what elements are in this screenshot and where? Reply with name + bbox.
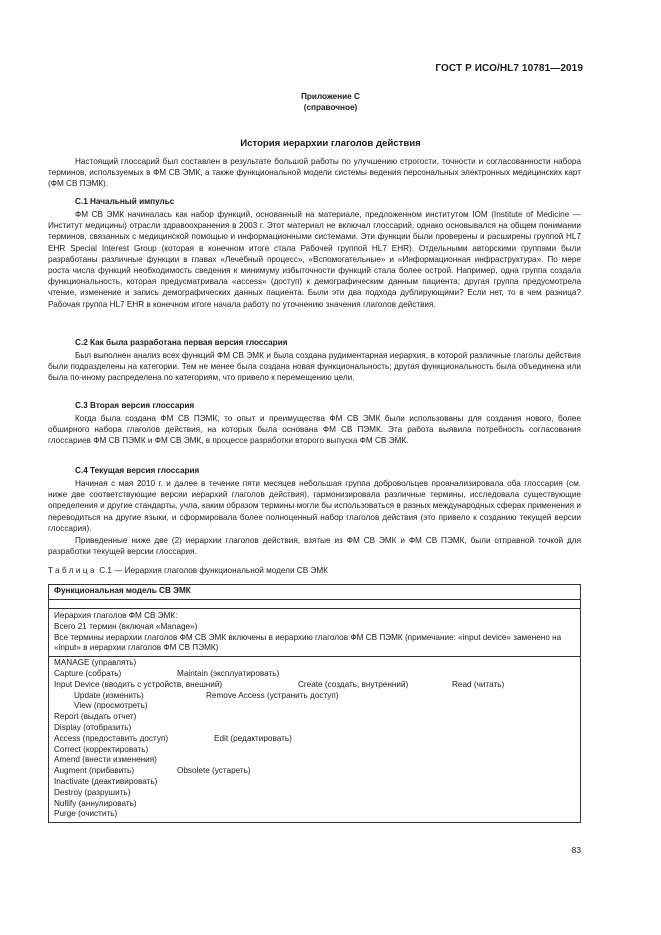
table-info-line: Иерархия глаголов ФМ СВ ЭМК: bbox=[54, 611, 178, 620]
verb-term: Create (создать, внутренний) bbox=[298, 679, 409, 689]
verb-line bbox=[54, 809, 575, 820]
verb-term: View (просмотреть) bbox=[74, 701, 148, 711]
verb-term: Destroy (разрушить) bbox=[54, 787, 131, 797]
table-verbs-row bbox=[49, 657, 580, 822]
verb-term: Nullify (аннулировать) bbox=[54, 798, 137, 808]
verb-line bbox=[54, 691, 575, 702]
intro-paragraph: Настоящий глоссарий был составлен в результате большой работы по улучшению строгости, точности и согласованности набора терминов, используемых в ФМ СВ ЭМК, а также функциональной модели системы ведения персональных электронных медицинских карт (ФМ СВ ПЭМК). bbox=[48, 157, 581, 189]
section-heading-c4: С.4 Текущая версия глоссария bbox=[75, 466, 200, 475]
section-text-c4: Начиная с мая 2010 г. и далее в течение пяти месяцев небольшая группа добровольцев проанализировала оба глоссария (см. ниже две соответствующие версии иерархий глаголов действия), гармонизировала различные термины, исследовала существующие определения и другие стандарты, учла, каким образом термины могли бы использоваться в разных международных сферах применения и переводиться на другие языки, и сформировала более полноценный набор глаголов действия (это привело к созданию текущей версии глоссария). bbox=[48, 479, 581, 533]
verb-term: Augment (прибавить) bbox=[54, 766, 135, 776]
verb-hierarchy-table bbox=[48, 584, 581, 823]
table-empty-row bbox=[49, 600, 580, 609]
verb-term: Read (читать) bbox=[452, 679, 505, 689]
verb-term: Capture (собрать) bbox=[54, 668, 122, 678]
verb-line bbox=[54, 734, 575, 745]
verb-line bbox=[54, 658, 575, 669]
verb-term: Amend (внести изменения) bbox=[54, 755, 157, 765]
table-info-line: Всего 21 термин (включая «Manage») bbox=[54, 621, 198, 631]
verb-term: Maintain (эксплуатировать) bbox=[177, 668, 280, 678]
verb-line bbox=[54, 669, 575, 680]
verb-term: MANAGE (управлять) bbox=[54, 658, 137, 668]
table-header-row bbox=[49, 585, 580, 600]
verb-line bbox=[54, 788, 575, 799]
table-caption bbox=[48, 566, 328, 575]
section-text-c1: ФМ СВ ЭМК начиналась как набор функций, основанный на материале, предложенном институтом IOM (Institute of Medicine — Институт медицины) отрасли здравоохранения в 2003 г. Этот материал не включал глоссарий, однако основывался на общем понимании терминов, связанных с медицинской помощью и информационными системами. Эти функции были проверены и расширены группой HL7 EHR Special Interest Group (которая в конечном итоге стала Рабочей группой HL7 EHR). Отдельными авторскими группами были разработаны различные функции в главах «Лечебный процесс», «Вспомогательные» и «Информационная инфраструктура». По мере роста числа функций необходимость сведения к минимуму избыточности функций стала более острой. Например, одна группа создала функциональность, которая предусматривала «access» (доступ) к демографическим данным пациента; другая группа предусмотрела чтение, изменение и запись демографических данных пациента. Были эти два подхода дублирующими? Если нет, то в чем разница? Рабочая группа HL7 EHR в конечном итоге начала работу по уточнению значения глаголов действия. bbox=[48, 210, 581, 309]
section-heading-c2: С.2 Как была разработана первая версия глоссария bbox=[75, 338, 288, 347]
verb-line bbox=[54, 755, 575, 766]
verb-line bbox=[54, 701, 575, 712]
verb-term: Access (предоставить доступ) bbox=[54, 733, 169, 743]
verb-term: Display (отобразить) bbox=[54, 722, 132, 732]
appendix-subtitle: (справочное) bbox=[303, 103, 358, 112]
section-text-c4-continued: Приведенные ниже две (2) иерархии глаголов действия, взятые из ФМ СВ ЭМК и ФМ СВ ПЭМК, были отправной точкой для разработки текущей версии глоссария. bbox=[48, 536, 581, 557]
verb-term: Report (выдать отчет) bbox=[54, 712, 137, 722]
table-header-cell: Функциональная модель СВ ЭМК bbox=[54, 586, 191, 595]
verb-term: Input Device (вводить с устройств, внешний) bbox=[54, 679, 223, 689]
verb-line bbox=[54, 766, 575, 777]
table-info-line: Все термины иерархии глаголов ФМ СВ ЭМК включены в иерархию глаголов ФМ СВ ПЭМК (примечание: «input device» заменено на «input» в иерархии глаголов ФМ СВ ПЭМК) bbox=[54, 632, 562, 653]
table-caption-label: Таблица bbox=[48, 566, 97, 575]
verb-line bbox=[54, 799, 575, 810]
verb-term: Correct (корректировать) bbox=[54, 744, 149, 754]
section-heading-c3: С.3 Вторая версия глоссария bbox=[75, 401, 195, 410]
verb-line bbox=[54, 723, 575, 734]
verb-term: Inactivate (деактивировать) bbox=[54, 776, 158, 786]
verb-line bbox=[54, 712, 575, 723]
verb-term: Obsolete (устареть) bbox=[177, 766, 251, 776]
appendix-title: Приложение С bbox=[301, 92, 360, 101]
page-number: 83 bbox=[571, 845, 581, 855]
verb-term: Edit (редактировать) bbox=[214, 733, 292, 743]
section-text-c3: Когда была создана ФМ СВ ПЭМК, то опыт и преимущества ФМ СВ ЭМК были использованы для создания нового, более обширного набора глаголов действия, на которых была основана ФМ СВ ПЭМК. Эта работа выявила потребность согласования глоссариев ФМ СВ ПЭМК и ФМ СВ ЭМК, в процессе разработки второго выпуска ФМ СВ ЭМК. bbox=[48, 414, 581, 446]
table-caption-text: С.1 — Иерархия глаголов функциональной модели СВ ЭМК bbox=[99, 566, 328, 575]
verb-term: Purge (очистить) bbox=[54, 809, 118, 819]
standard-header: ГОСТ Р ИСО/HL7 10781—2019 bbox=[435, 63, 583, 74]
verb-term: Update (изменить) bbox=[74, 690, 144, 700]
section-heading-c1: С.1 Начальный импульс bbox=[75, 197, 175, 206]
verb-term: Remove Access (устранить доступ) bbox=[206, 690, 339, 700]
section-text-c2: Был выполнен анализ всех функций ФМ СВ ЭМК и была создана рудиментарная иерархия, в которой различные глаголы действия были подразделены на категории. Тем не менее была создана новая функциональность; другая функциональность была объединена или была по-иному распределена по категориям, что привело к перемещению цели. bbox=[48, 351, 581, 383]
main-title: История иерархии глаголов действия bbox=[240, 138, 421, 149]
verb-line bbox=[54, 680, 575, 691]
table-info-row bbox=[49, 609, 580, 657]
verb-line bbox=[54, 745, 575, 756]
verb-line bbox=[54, 777, 575, 788]
